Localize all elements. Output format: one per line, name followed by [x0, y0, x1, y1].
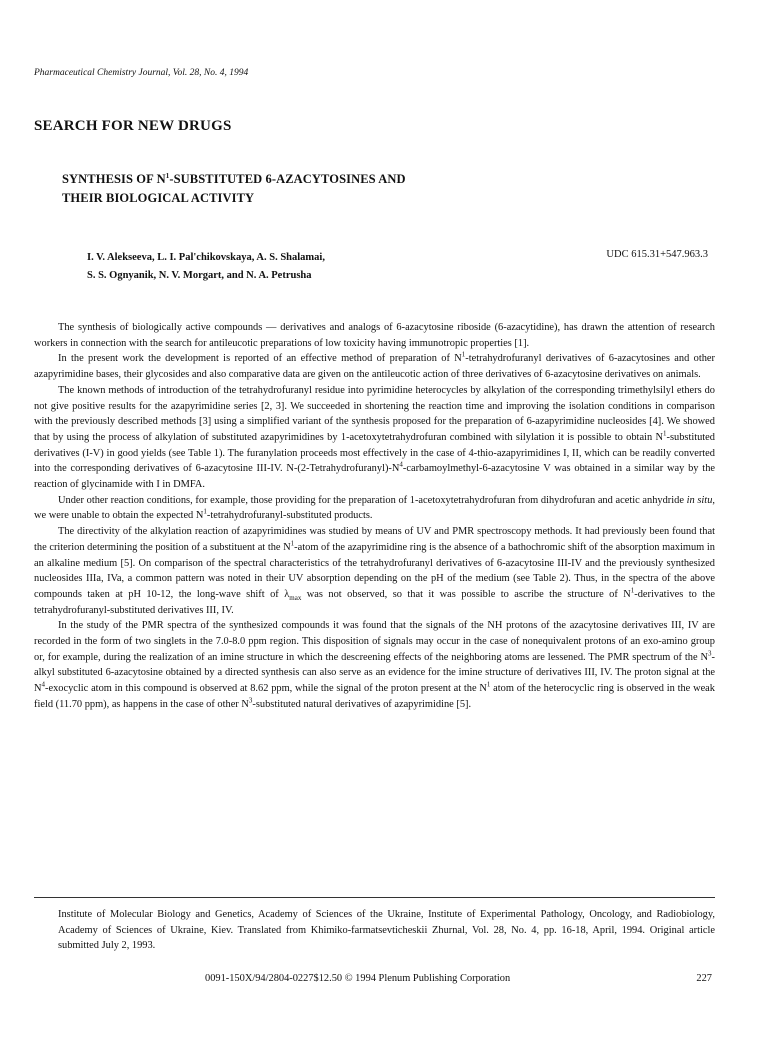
- paragraph-1: The synthesis of biologically active compounds — derivatives and analogs of 6-azacytosine riboside (6-azacytidine), has drawn the attention of research workers in connection with the search for antileucotic preparations of low toxicity having immunotropic properties [1].: [34, 322, 715, 349]
- paragraph-2: In the present work the development is reported of an effective method of preparation of $N^1$-tetrahydrofuranyl derivatives of 6-azacytosines and other azapyrimidine bases, their glycosides and also comparative data are given on the antileucotic action of three derivatives of 6-azacytosine derivatives on animals.: [34, 350, 715, 381]
- paragraph-6: In the study of the PMR spectra of the synthesized compounds it was found that the signals of the NH protons of the azacytosine derivatives III, IV are recorded in the form of two singlets in the 7.0-8.0 ppm region. This disposition of signals may occur in the case of nonequivalent protons of an exo-amino group or, for example, during the realization of an imine structure in which the descreening effects of the neighboring atoms are lessened. The PMR spectrum of the $N^3$-alkyl substituted 6-azacytosine obtained by a directed synthesis can also serve as an evidence for the imine structure of derivatives III, IV. The proton signal at the $N^4$-exocyclic atom in this compound is observed at 8.62 ppm, while the signal of the proton present at the $N^1$ atom of the heterocyclic ring is observed in the weak field (11.70 ppm), as happens in the case of other $N^3$-substituted natural derivatives of azapyrimidine [5].: [34, 620, 715, 710]
- title-line1-start: SYNTHESIS OF N: [62, 172, 166, 186]
- paragraph-3: The known methods of introduction of the tetrahydrofuranyl residue into pyrimidine heterocycles by alkylation of the corresponding trimethylsilyl ethers do not give positive results for the azapyrimidine series [2, 3]. We succeeded in shortening the reaction time and improving the isolation conditions in comparison with the previously described methods [3] using a simplified variant of the synthesis proposed for the preparation of 6-azapyrimidine nucleosides [4]. We showed that by using the process of alkylation of substituted azapyrimidines by 1-acetoxytetrahydrofuran combined with silylation it is possible to obtain $N^1$-substituted derivatives (I-V) in good yields (see Table 1). The furanylation proceeds most effectively in the case of 4-thio-azapyrimidines I, II, which can be readily converted into the corresponding derivatives of 6-azacytosine III-IV. $N-(2-Tetrahydrofuranyl)-N^4-carbamoylmethyl-6$-azacytosine V was obtained in a similar way by the reaction of glycinamide with I in DMFA.: [34, 384, 715, 491]
- article-title: [62, 170, 522, 208]
- copyright-line: 0091-150X/94/2804-0227$12.50 © 1994 Plenum Publishing Corporation: [205, 973, 511, 984]
- affiliation-footnote: Institute of Molecular Biology and Genetics, Academy of Sciences of the Ukraine, Institute of Experimental Pathology, Oncology, and Radiobiology, Academy of Sciences of Ukraine, Kiev. Translated from Khimiko-farmatsevticheskii Zhurnal, Vol. 28, No. 4, pp. 16-18, April, 1994. Original article submitted July 2, 1993.: [58, 909, 715, 952]
- section-heading: SEARCH FOR NEW DRUGS: [34, 118, 232, 134]
- page-number: 227: [696, 973, 712, 984]
- footnote-divider: [34, 897, 715, 898]
- paragraph-4: Under other reaction conditions, for example, those providing for the preparation of 1-acetoxytetrahydrofuran from dihydrofuran and acetic anhydride in situ, we were unable to obtain the expected $N^1-tetrahydrofuranyl$-substituted products.: [34, 494, 716, 522]
- authors-line2: S. S. Ognyanik, N. V. Morgart, and N. A. Petrusha: [87, 270, 312, 281]
- article-body: [34, 320, 715, 713]
- title-superscript: 1: [165, 171, 170, 180]
- journal-citation: Pharmaceutical Chemistry Journal, Vol. 28, No. 4, 1994: [34, 68, 249, 78]
- title-line1-end: -SUBSTITUTED 6-AZACYTOSINES AND: [169, 172, 406, 186]
- title-line2: THEIR BIOLOGICAL ACTIVITY: [62, 191, 255, 205]
- authors-line1: I. V. Alekseeva, L. I. Pal'chikovskaya, A. S. Shalamai,: [87, 252, 325, 263]
- paragraph-5: The directivity of the alkylation reaction of azapyrimidines was studied by means of UV and PMR spectroscopy methods. It had previously been found that the criterion determining the position of a substituent at the $N^1$-atom of the azapyrimidine ring is the absence of a bathochromic shift of the absorption maximum in an alkaline medium [5]. On comparison of the spectral characteristics of the tetrahydrofuranyl derivatives of 6-azacytosine III-IV and the previously synthesized nucleosides IIIa, IVa, a common pattern was noted in their UV absorption depending on the pH of the medium (see Table 2). Thus, in the spectra of the above compounds taken at pH 10-12, the long-wave shift of $\lambda_{max}$ was not observed, so that it was possible to ascribe the structure of $N^1$-derivatives to the tetrahydrofuranyl-substituted derivatives III, IV.: [34, 526, 715, 616]
- udc-code: UDC 615.31+547.963.3: [606, 249, 708, 260]
- author-list: [87, 249, 507, 285]
